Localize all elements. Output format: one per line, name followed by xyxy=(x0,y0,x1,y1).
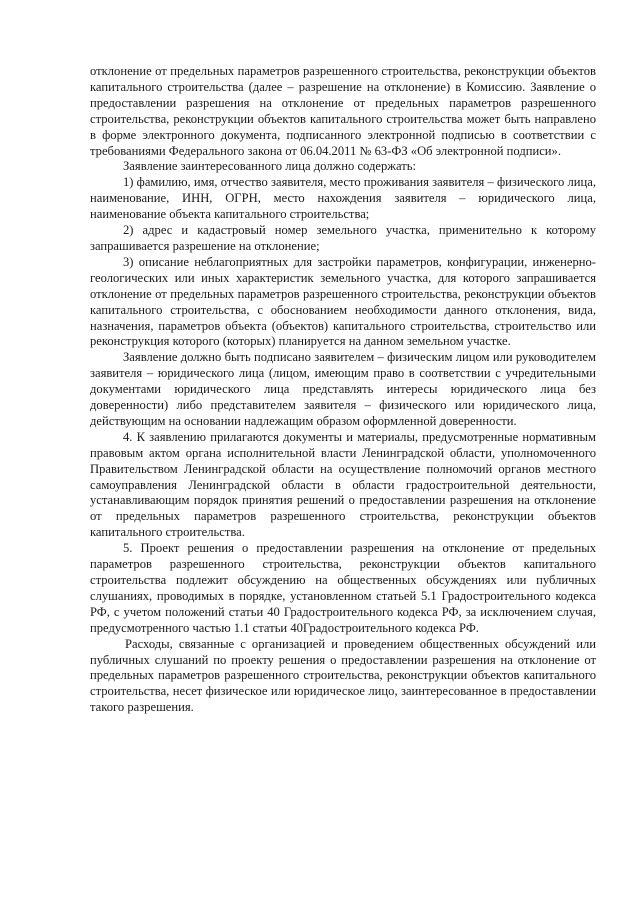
paragraph-application-signature: Заявление должно быть подписано заявителем – физическим лицом или руководителем заявителя – юридического лица (лицом, имеющим право в соответствии с учредительными документами юридического лица представлять интересы юридического лица без доверенности) либо представителем заявителя – физического или юридического лица, действующим на основании надлежащим образом оформленной доверенности. xyxy=(90,350,596,428)
paragraph-item-1-applicant-details: 1) фамилию, имя, отчество заявителя, место проживания заявителя – физического лица, наименование, ИНН, ОГРН, место нахождения заявителя – юридического лица, наименование объекта капитального строительства; xyxy=(90,175,596,222)
paragraph-item-3-parameters-description: 3) описание неблагоприятных для застройки параметров, конфигурации, инженерно-геологических или иных характеристик земельного участка, для которого запрашивается отклонение от предельных параметров разрешенного строительства, реконструкции объектов капитального строительства, с обоснованием необходимости данного отклонения, вида, назначения, параметров объекта (объектов) капитального строительства, строительство или реконструкция которого (которых) планируется на данном земельном участке. xyxy=(90,254,596,349)
paragraph-hearing-expenses: Расходы, связанные с организацией и проведением общественных обсуждений или публичных слушаний по проекту решения о предоставлении разрешения на отклонение от предельных параметров разрешенного строительства, реконструкции объектов капитального строительства, несет физическое или юридическое лицо, заинтересованное в предоставлении такого разрешения. xyxy=(90,636,596,715)
paragraph-application-contents-intro: Заявление заинтересованного лица должно содержать: xyxy=(123,159,416,174)
paragraph-application-submission: отклонение от предельных параметров разрешенного строительства, реконструкции объектов капитального строительства (далее – разрешение на отклонение) в Комиссию. Заявление о предоставлении разрешения на отклонение от предельных параметров разрешенного строительства, реконструкции объектов капитального строительства может быть направлено в форме электронного документа, подписанного электронной подписью в соответствии с требованиями Федерального закона от 06.04.2011 № 63-ФЗ «Об электронной подписи». xyxy=(90,64,596,158)
paragraph-section-5-draft-decision: 5. Проект решения о предоставлении разрешения на отклонение от предельных параметров разрешенного строительства, реконструкции объектов капитального строительства подлежит обсуждению на общественных обсуждениях или публичных слушаниях, проводимых в порядке, установленном статьей 5.1 Градостроительного кодекса РФ, с учетом положений статьи 40 Градостроительного кодекса РФ, за исключением случая, предусмотренного частью 1.1 статьи 40Градостроительного кодекса РФ. xyxy=(90,541,596,635)
paragraph-section-4-attachments: 4. К заявлению прилагаются документы и материалы, предусмотренные нормативным правовым актом органа исполнительной власти Ленинградской области, уполномоченного Правительством Ленинградской области на осуществление полномочий органов местного самоуправления Ленинградской области в области градостроительной деятельности, устанавливающим порядок принятия решений о предоставлении разрешения на отклонение от предельных параметров разрешенного строительства, реконструкции объектов капитального строительства. xyxy=(90,429,596,540)
paragraph-item-2-land-plot-address: 2) адрес и кадастровый номер земельного участка, применительно к которому запрашивается разрешение на отклонение; xyxy=(90,223,596,253)
